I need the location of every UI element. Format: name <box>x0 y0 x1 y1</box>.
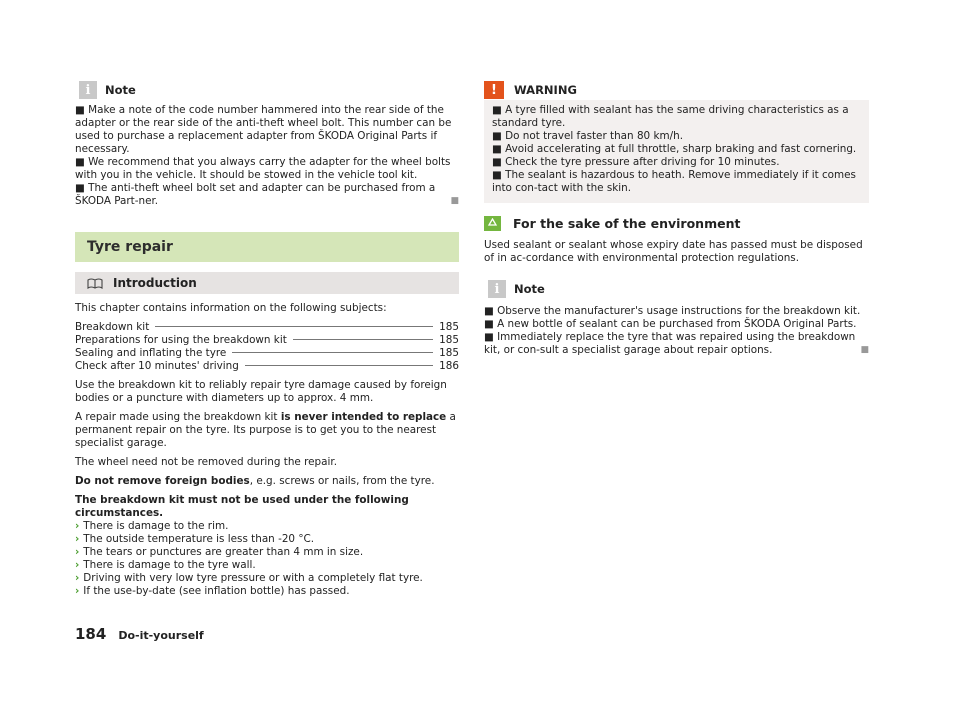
paragraph: The wheel need not be removed during the repair. <box>75 456 338 468</box>
subsection-bar <box>75 272 459 294</box>
arrow-icon: › <box>75 572 80 584</box>
environment-title: For the sake of the environment <box>513 215 741 231</box>
note-box-right <box>484 279 869 357</box>
toc-row[interactable] <box>75 321 459 334</box>
note-title: Note <box>514 281 545 296</box>
info-icon: i <box>79 81 97 99</box>
list-item: › The tears or punctures are greater than 4 mm in size. <box>75 546 364 558</box>
note-box-left <box>75 80 459 208</box>
note-header <box>75 80 459 100</box>
note-header <box>484 279 869 299</box>
arrow-icon: › <box>75 559 80 571</box>
warning-body <box>484 100 869 195</box>
paragraph-bold: The breakdown kit must not be used under the following circumstances. <box>75 494 409 519</box>
warning-item: ■ A tyre filled with sealant has the same driving characteristics as a standard tyre. <box>492 104 849 129</box>
list-item: › There is damage to the rim. <box>75 520 229 532</box>
list-item: › Driving with very low tyre pressure or with a completely flat tyre. <box>75 572 423 584</box>
note-item: ■ Observe the manufacturer's usage instructions for the breakdown kit. <box>484 305 861 317</box>
note-item: ■ We recommend that you always carry the adapter for the wheel bolts with you in the vehicle. It should be stowed in the vehicle tool kit. <box>75 156 451 181</box>
paragraph: A repair made using the breakdown kit is never intended to replace a permanent repair on the tyre. Its purpose is to get you to the nearest specialist garage. <box>75 411 456 449</box>
note-item: ■ A new bottle of sealant can be purchased from ŠKODA Original Parts. <box>484 318 857 330</box>
paragraph: Use the breakdown kit to reliably repair tyre damage caused by foreign bodies or a puncture with diameters up to approx. 4 mm. <box>75 379 447 404</box>
toc-row[interactable] <box>75 347 459 360</box>
toc-leader <box>245 365 433 366</box>
environment-header <box>484 213 869 233</box>
subsection-title: Introduction <box>113 275 197 290</box>
toc-page: 185 <box>439 347 459 359</box>
arrow-icon: › <box>75 585 80 597</box>
arrow-icon: › <box>75 520 80 532</box>
recycle-icon <box>484 216 501 231</box>
arrow-icon: › <box>75 546 80 558</box>
info-icon: i <box>488 280 506 298</box>
environment-text: Used sealant or sealant whose expiry date has passed must be disposed of in ac-cordance with environmental protection regulations. <box>484 239 863 264</box>
circumstance-list <box>75 520 459 598</box>
footer-section: Do-it-yourself <box>118 629 204 642</box>
toc-list <box>75 321 459 373</box>
note-item: ■ Make a note of the code number hammered into the rear side of the adapter or the rear side of the anti-theft wheel bolt. This number can be used to purchase a replacement adapter from ŠKODA Original Parts if necessary. <box>75 104 452 155</box>
paragraph: Do not remove foreign bodies, e.g. screws or nails, from the tyre. <box>75 475 435 487</box>
warning-item: ■ Avoid accelerating at full throttle, sharp braking and fast cornering. <box>492 143 857 155</box>
arrow-icon: › <box>75 533 80 545</box>
end-mark-icon: ■ <box>450 196 459 206</box>
intro-text: This chapter contains information on the following subjects: <box>75 302 387 314</box>
toc-row[interactable] <box>75 360 459 373</box>
toc-leader <box>293 339 433 340</box>
note-item: ■ Immediately replace the tyre that was repaired using the breakdown kit, or con-sult a specialist garage about repair options. ■ <box>484 331 869 356</box>
note-title: Note <box>105 82 136 97</box>
list-item: › If the use-by-date (see inflation bottle) has passed. <box>75 585 350 597</box>
right-column <box>484 80 869 357</box>
list-item: › There is damage to the tyre wall. <box>75 559 256 571</box>
toc-label: Sealing and inflating the tyre <box>75 347 227 359</box>
end-mark-icon: ■ <box>860 345 869 355</box>
toc-label: Check after 10 minutes' driving <box>75 360 239 372</box>
toc-row[interactable] <box>75 334 459 347</box>
note-body <box>484 305 869 357</box>
toc-label: Preparations for using the breakdown kit <box>75 334 287 346</box>
section-title-bar <box>75 232 459 262</box>
warning-item: ■ The sealant is hazardous to heath. Remove immediately if it comes into con-tact with the skin. <box>492 169 856 194</box>
warning-header <box>484 80 869 100</box>
page-number: 184 <box>75 625 107 643</box>
toc-leader <box>155 326 433 327</box>
toc-page: 186 <box>439 360 459 372</box>
section-title: Tyre repair <box>87 238 173 255</box>
left-column <box>75 80 459 598</box>
note-body <box>75 104 459 208</box>
toc-leader <box>232 352 433 353</box>
page-footer <box>75 625 204 643</box>
warning-icon: ! <box>484 81 504 99</box>
book-icon <box>87 278 103 289</box>
warning-item: ■ Do not travel faster than 80 km/h. <box>492 130 683 142</box>
list-item: › The outside temperature is less than -20 °C. <box>75 533 315 545</box>
warning-item: ■ Check the tyre pressure after driving for 10 minutes. <box>492 156 780 168</box>
warning-title: WARNING <box>514 82 577 97</box>
toc-label: Breakdown kit <box>75 321 150 333</box>
note-item: ■ The anti-theft wheel bolt set and adapter can be purchased from a ŠKODA Part-ner. ■ <box>75 182 459 207</box>
toc-page: 185 <box>439 334 459 346</box>
toc-page: 185 <box>439 321 459 333</box>
warning-box <box>484 80 869 203</box>
